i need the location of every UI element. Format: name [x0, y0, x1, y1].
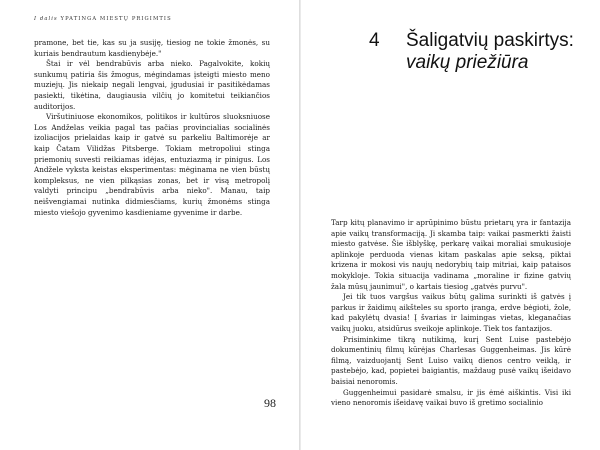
running-head-part: I dalis: [34, 16, 58, 22]
left-body-text: [34, 38, 270, 218]
paragraph: Jei tik tuos vargšus vaikus būtų galima surinkti iš gatvės į parkus ir žaidimų aikšteles su sporto įranga, erdve bėgioti, žole, kad pakylėtų dvasia! Į švarias ir laimingas vietas, kleganačias vaikų juoku, atsidūrus sveikoje aplinkoje. Tiek tos fantazijos.: [331, 292, 571, 333]
left-page: [0, 0, 299, 450]
chapter-title-line-1: Šaligatvių paskirtys:: [406, 30, 574, 51]
page-number: 98: [264, 396, 276, 410]
paragraph: Prisiminkime tikrą nutikimą, kurį Sent Luise pastebėjo dokumentinių filmų kūrėjas Charlesas Guggenheimas. Jis kūrė filmą, vaizduojantį Sent Luiso vaikų dienos centro veiklą, ir pastebėjo, kad, popietei baigiantis, maždaug pusė vaikų išeidavo baisiai nenoromis.: [331, 334, 571, 386]
paragraph: Štai ir vėl bendrabūvis arba nieko. Pagalvokite, kokių sunkumų patiria šis žmogus, mėgindamas įsteigti miesto meno muziejų. Jis niekaip negali lengvai, jgudusiai ir pasitikėdamas pasiekti, tikėtina, daugiausia vilčių jo komitetui teikiančios auditorijos.: [34, 59, 270, 111]
chapter-number: 4: [369, 30, 380, 51]
running-head-title: YPATINGA MIESTŲ PRIGIMTIS: [60, 16, 172, 22]
paragraph: Guggenheimui pasidarė smalsu, ir jis ėmė aiškintis. Visi iki vieno nenoromis išeidavę vaikai buvo iš gretimo socialinio: [331, 387, 571, 408]
right-body-text: [331, 218, 571, 409]
running-head: [34, 16, 172, 22]
paragraph: pramone, bet tie, kas su ja susiję, tiesiog ne tokie žmonės, su kuriais bendrautum kasdienybėje.": [34, 38, 270, 58]
right-page: [301, 0, 600, 450]
chapter-title: [406, 30, 600, 74]
paragraph: Viršutiniuose ekonomikos, politikos ir kultūros sluoksniuose Los Andželas veikia pagal tas pačias provincialias socialinės izoliacijos prielaidas kaip ir gatvė su parkeliu Baltimorėje ar kaip Čatam Vilidžas Pitsberge. Tokiam metropoliui stinga priemonių suvesti reikiamas idėjas, entuziazmą ir pinigus. Los Andžele vyksta keistas eksperimentas: mėginama ne vien būstų kompleksus, ne vien pilkąsias zonas, bet ir visą metropolį valdyti principu „bendrabūvis arba nieko". Manau, taip neišvengiamai nutinka didmiesčiams, kurių žmonėms stinga miesto viešojo gyvenimo kasdieniame gyvenime ir darbe.: [34, 112, 270, 217]
paragraph: Tarp kitų planavimo ir aprūpinimo būstu prietarų yra ir fantazija apie vaikų transformaciją. Ji skamba taip: vaikai pasmerkti žaisti miesto gatvėse. Šie išblyškę, perkarę vaikai moraliai smukusioje aplinkoje perduoda vienas kitam paskalas apie seksą, piktai krizena ir mokosi vis naujų nedorybių taip mitriai, kaip pataisos mokykloje. Tokia situacija vadinama „moraline ir fizine gatvių žala mūsų jaunimui", o kartais tiesiog „gatvės purvu".: [331, 218, 571, 291]
chapter-title-line-2: vaikų priežiūra: [406, 52, 529, 73]
